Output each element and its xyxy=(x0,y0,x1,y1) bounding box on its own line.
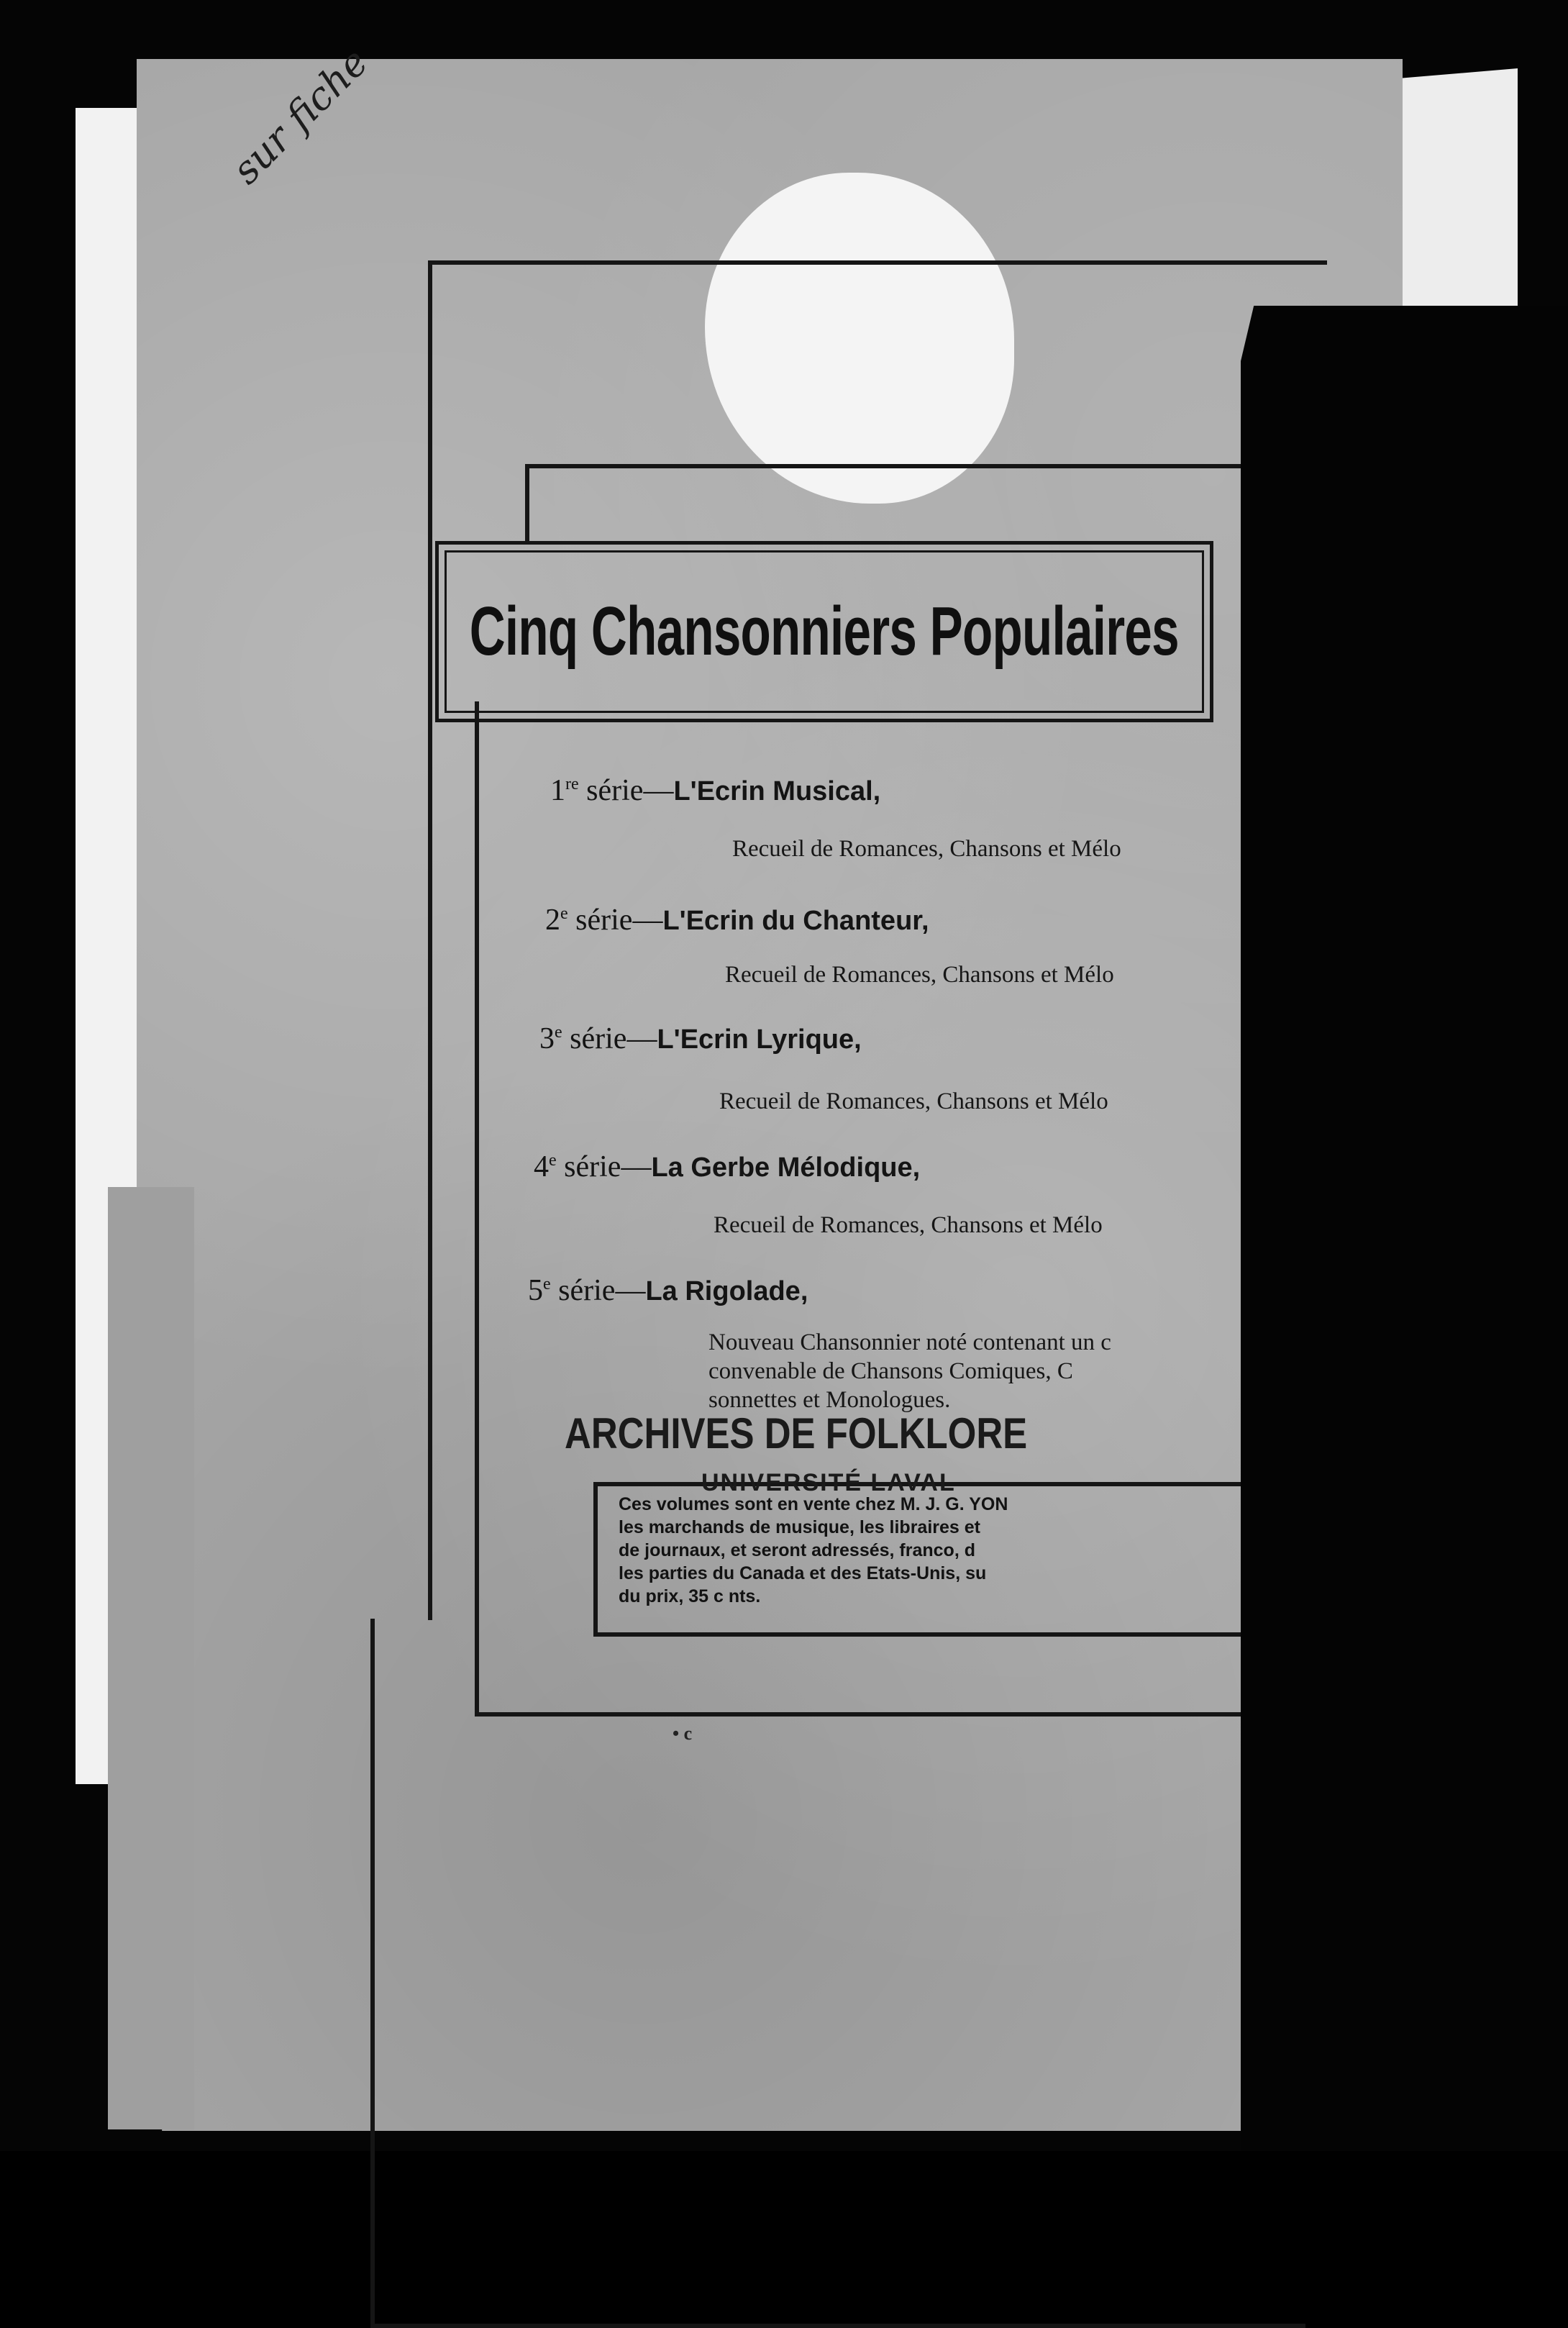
series-item: 1re série—L'Ecrin Musical, xyxy=(550,774,881,807)
archive-stamp: ARCHIVES DE FOLKLORE xyxy=(565,1409,1028,1458)
page-edge xyxy=(108,1187,194,2129)
series-item: 4e série—La Gerbe Mélodique, xyxy=(534,1150,921,1183)
inner-frame-bottom xyxy=(475,1712,1295,1717)
archive-stamp-subtitle: UNIVERSITÉ LAVAL xyxy=(701,1469,956,1496)
outer-frame-top xyxy=(428,260,1327,265)
series-title: La Rigolade, xyxy=(645,1276,808,1306)
printer-mark: • c xyxy=(673,1723,693,1744)
series-title: L'Ecrin Musical, xyxy=(673,776,881,806)
series-title: L'Ecrin du Chanteur, xyxy=(662,906,929,936)
mid-frame-top xyxy=(525,464,1316,468)
series-item: 3e série—L'Ecrin Lyrique, xyxy=(539,1022,862,1055)
outer-frame-left-lower xyxy=(370,1619,375,2327)
mid-frame-left xyxy=(525,464,529,543)
dark-page-overlay xyxy=(1241,306,1568,2151)
series-description: Recueil de Romances, Chansons et Mélo xyxy=(732,836,1121,862)
page-title: Cinq Chansonniers Populaires xyxy=(469,593,1180,670)
series-title: La Gerbe Mélodique, xyxy=(651,1152,921,1183)
series-description: Recueil de Romances, Chansons et Mélo xyxy=(725,962,1114,988)
series-description: Recueil de Romances, Chansons et Mélo xyxy=(719,1088,1108,1114)
title-box xyxy=(435,541,1213,722)
handwritten-note: sur fiche xyxy=(223,39,377,193)
series-item: 5e série—La Rigolade, xyxy=(528,1274,808,1307)
series-description: convenable de Chansons Comiques, C xyxy=(708,1358,1073,1384)
series-title: L'Ecrin Lyrique, xyxy=(657,1024,862,1055)
outer-frame-left xyxy=(428,260,432,1620)
series-description: Recueil de Romances, Chansons et Mélo xyxy=(714,1212,1103,1238)
outer-frame-bottom xyxy=(370,2324,1305,2328)
series-description: Nouveau Chansonnier noté contenant un c xyxy=(708,1329,1111,1355)
inner-frame-left xyxy=(475,701,479,1716)
series-description: sonnettes et Monologues. xyxy=(708,1387,951,1413)
series-item: 2e série—L'Ecrin du Chanteur, xyxy=(545,904,929,937)
sales-notice: Ces volumes sont en vente chez M. J. G. YON les marchands de musique, les libraires et de journaux, et seront adressés, franco, d les parties du Canada et des Etats-Unis, su du prix, 35 c nts. xyxy=(619,1494,1008,1606)
